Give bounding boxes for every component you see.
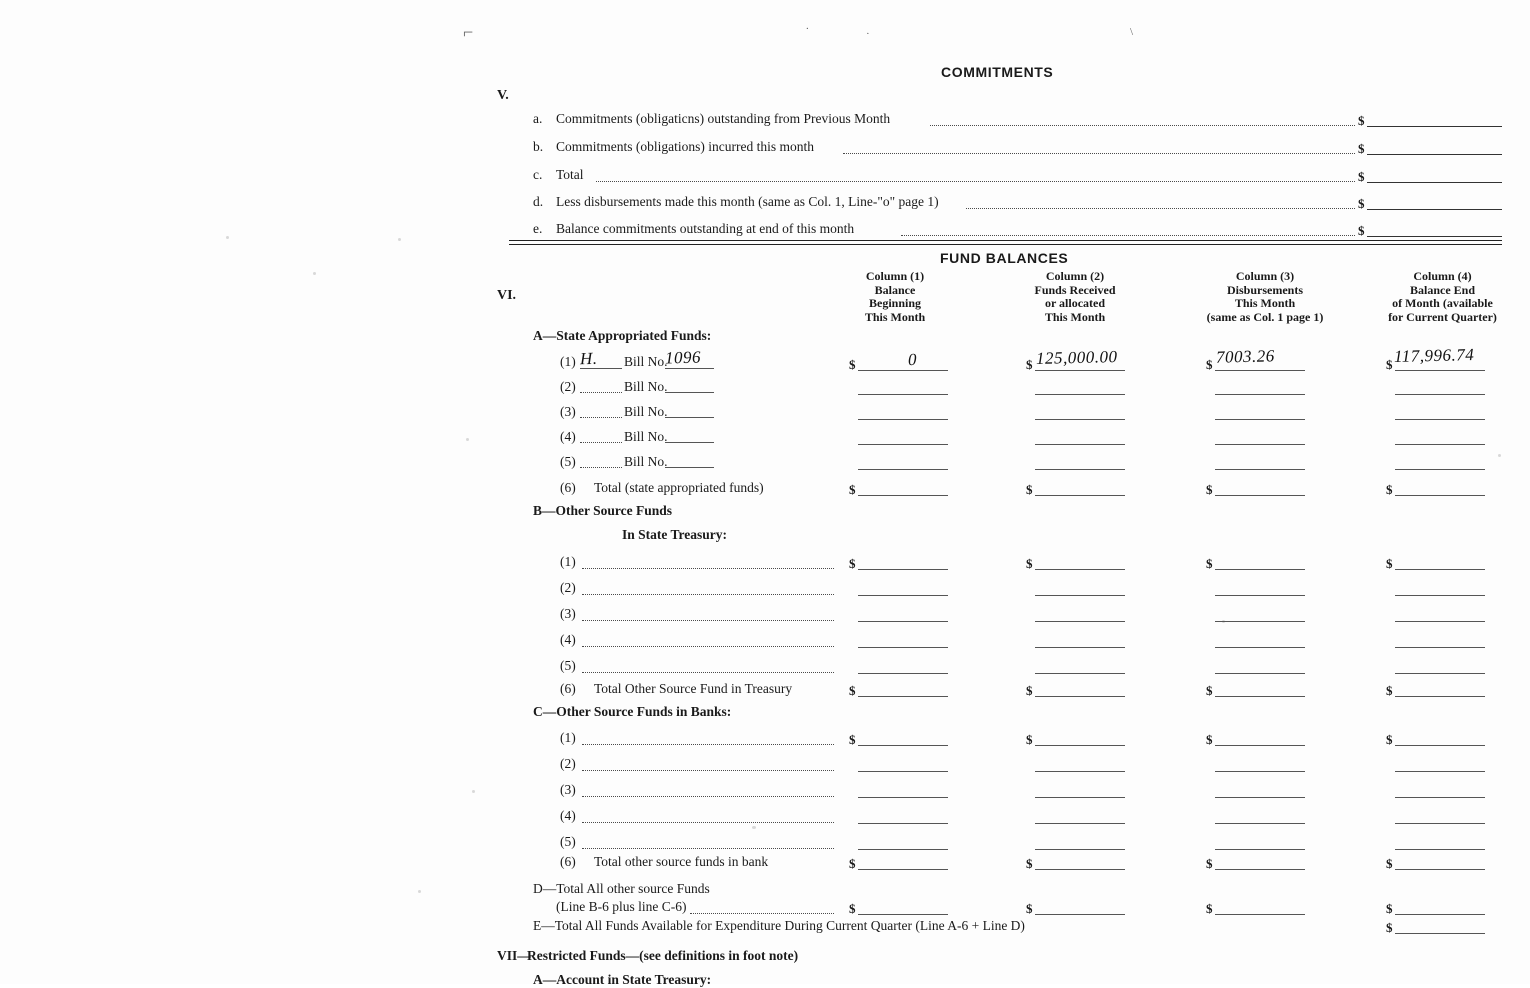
group-a-label: A—State Appropriated Funds: — [533, 328, 712, 343]
column-2-line-2: or allocated — [1044, 296, 1106, 310]
group-b-row-1-col1-line — [858, 569, 948, 570]
column-3-line-1: Disbursements — [1226, 282, 1303, 297]
group-c-row-2-number: (2) — [560, 756, 576, 771]
group-b-row-2-col4-line — [1395, 595, 1485, 596]
section-vi-number: VI. — [497, 288, 517, 303]
group-a-row-1-col2-line — [1035, 370, 1125, 371]
group-c-row-4-col1-line — [858, 823, 948, 824]
column-3-line-2: This Month — [1234, 296, 1296, 310]
group-b-row-1-col4-currency: $ — [1386, 556, 1393, 571]
group-c-row-1-col1-line — [858, 745, 948, 746]
group-a-row-5-col1-line — [858, 469, 948, 470]
group-c-total-col2-currency: $ — [1026, 856, 1033, 871]
group-b-row-1-col1-currency: $ — [849, 556, 856, 571]
group-a-row-5-col3-line — [1215, 469, 1305, 470]
group-b-row-3-col4-line — [1395, 621, 1485, 622]
group-d-col3-currency: $ — [1206, 901, 1213, 916]
item-v-e-value-line — [1367, 236, 1502, 237]
group-a-row-4-col2-line — [1035, 444, 1125, 445]
item-v-a-text: Commitments (obligaticns) outstanding from Previous Month — [556, 111, 891, 126]
group-c-total-text: Total other source funds in bank — [594, 854, 769, 869]
group-b-total-col2-line — [1035, 696, 1125, 697]
column-1-title: Column (1) — [865, 269, 925, 283]
group-c-row-4-col3-line — [1215, 823, 1305, 824]
item-v-d-text: Less disbursements made this month (same as Col. 1, Line-"o" page 1) — [556, 194, 939, 209]
group-c-row-3-col2-line — [1035, 797, 1125, 798]
group-b-row-4-col4-line — [1395, 647, 1485, 648]
item-v-d-key: d. — [533, 194, 544, 209]
group-c-total-col2-line — [1035, 869, 1125, 870]
group-b-row-3-col3-line — [1215, 621, 1305, 622]
group-a-row-4-col1-line — [858, 444, 948, 445]
column-4-header — [1355, 270, 1530, 324]
group-b-total-text: Total Other Source Fund in Treasury — [594, 681, 793, 696]
group-a-row-1-bill-hand: 1096 — [664, 347, 702, 368]
group-b-total-col2-currency: $ — [1026, 683, 1033, 698]
group-a-row-1-number: (1) — [560, 354, 576, 369]
group-b-row-3-col1-line — [858, 621, 948, 622]
scan-speck-9 — [752, 826, 756, 829]
column-1-line-2: Beginning — [868, 296, 922, 310]
group-b-row-1-leader — [582, 568, 834, 569]
column-2-line-3: This Month — [1044, 309, 1106, 324]
scan-artifact-top-left: ⌐ — [463, 22, 474, 42]
group-c-row-5-col3-line — [1215, 849, 1305, 850]
group-d-col2-currency: $ — [1026, 901, 1033, 916]
group-b-row-5-leader — [582, 672, 834, 673]
group-c-row-2-col4-line — [1395, 771, 1485, 772]
group-b-row-5-col2-line — [1035, 673, 1125, 674]
group-a-total-col3-line — [1215, 495, 1305, 496]
group-d-label: D—Total All other source Funds — [533, 881, 710, 896]
scan-speck-1 — [226, 236, 229, 239]
group-a-total-col4-currency: $ — [1386, 482, 1393, 497]
item-v-d-currency: $ — [1358, 196, 1365, 211]
column-2-line-1: Funds Received — [1034, 282, 1116, 297]
group-d-col1-currency: $ — [849, 901, 856, 916]
group-c-total-col1-line — [858, 869, 948, 870]
group-a-row-1-col2-value: 125,000.00 — [1035, 347, 1118, 368]
group-c-row-1-col4-line — [1395, 745, 1485, 746]
group-c-row-5-col4-line — [1395, 849, 1485, 850]
group-b-row-1-col3-line — [1215, 569, 1305, 570]
group-c-row-2-leader — [582, 770, 834, 771]
group-c-row-4-col2-line — [1035, 823, 1125, 824]
group-e-col4-line — [1395, 933, 1485, 934]
group-a-row-2-bill-label: Bill No. — [624, 379, 668, 394]
group-a-row-3-number: (3) — [560, 404, 576, 419]
group-c-row-5-col2-line — [1035, 849, 1125, 850]
group-c-row-3-leader — [582, 796, 834, 797]
column-4-line-3: for Current Quarter) — [1388, 309, 1497, 324]
column-4-line-1: Balance End — [1409, 282, 1475, 297]
group-a-row-3-col3-line — [1215, 419, 1305, 420]
item-v-d-value-line — [1367, 209, 1502, 210]
group-b-row-1-col3-currency: $ — [1206, 556, 1213, 571]
group-a-row-2-col4-line — [1395, 394, 1485, 395]
group-c-row-1-col4-currency: $ — [1386, 732, 1393, 747]
group-b-row-2-col2-line — [1035, 595, 1125, 596]
group-b-total-number: (6) — [560, 681, 576, 696]
group-b-row-1-col4-line — [1395, 569, 1485, 570]
group-b-row-5-number: (5) — [560, 658, 576, 673]
group-b-row-2-leader — [582, 594, 834, 595]
group-b-total-col1-currency: $ — [849, 683, 856, 698]
group-a-total-col4-line — [1395, 495, 1485, 496]
item-v-b-leader — [843, 153, 1355, 154]
item-v-b-value-line — [1367, 154, 1502, 155]
group-a-row-1-col3-line — [1215, 370, 1305, 371]
group-b-row-5-col1-line — [858, 673, 948, 674]
group-e-col4-currency: $ — [1386, 920, 1393, 935]
group-b-total-col3-currency: $ — [1206, 683, 1213, 698]
group-a-row-5-col4-line — [1395, 469, 1485, 470]
group-a-row-4-number: (4) — [560, 429, 576, 444]
group-c-total-number: (6) — [560, 854, 576, 869]
group-c-row-1-leader — [582, 744, 834, 745]
group-a-row-3-bill-line — [665, 417, 714, 418]
item-v-b-currency: $ — [1358, 141, 1365, 156]
group-c-row-1-col2-currency: $ — [1026, 732, 1033, 747]
group-d-col4-line — [1395, 914, 1485, 915]
scan-speck-4 — [466, 438, 469, 441]
item-v-e-leader — [901, 235, 1355, 236]
group-b-row-1-col2-currency: $ — [1026, 556, 1033, 571]
group-a-row-4-col4-line — [1395, 444, 1485, 445]
group-b-row-1-col2-line — [1035, 569, 1125, 570]
item-v-c-value-line — [1367, 182, 1502, 183]
group-b-label: B—Other Source Funds — [533, 503, 673, 518]
group-c-total-col1-currency: $ — [849, 856, 856, 871]
column-3-header — [1170, 270, 1360, 324]
group-b-total-col4-line — [1395, 696, 1485, 697]
group-a-row-2-col2-line — [1035, 394, 1125, 395]
commitments-heading: COMMITMENTS — [941, 64, 1054, 80]
group-c-row-2-col2-line — [1035, 771, 1125, 772]
group-a-row-1-col1-line — [858, 370, 948, 371]
scan-artifact-c: \ — [1130, 26, 1134, 38]
group-a-row-1-col1-currency: $ — [849, 357, 856, 372]
group-b-row-2-col3-line — [1215, 595, 1305, 596]
group-b-row-5-col4-line — [1395, 673, 1485, 674]
group-a-row-1-prefix-hand: H. — [579, 348, 598, 369]
group-c-row-1-number: (1) — [560, 730, 576, 745]
group-c-label: C—Other Source Funds in Banks: — [533, 704, 732, 719]
group-b-row-4-number: (4) — [560, 632, 576, 647]
group-b-row-3-leader — [582, 620, 834, 621]
item-v-e-currency: $ — [1358, 223, 1365, 238]
group-b-row-3-col2-line — [1035, 621, 1125, 622]
group-a-row-1-col1-value: 0 — [907, 349, 918, 370]
group-a-row-3-col2-line — [1035, 419, 1125, 420]
column-2-header — [990, 270, 1160, 324]
group-a-row-1-col4-value: 117,996.74 — [1393, 345, 1475, 366]
group-c-row-5-number: (5) — [560, 834, 576, 849]
column-3-line-3: (same as Col. 1 page 1) — [1206, 309, 1324, 324]
scan-speck-7 — [1498, 454, 1501, 457]
group-c-row-4-col4-line — [1395, 823, 1485, 824]
item-v-b-key: b. — [533, 139, 544, 154]
item-v-d-leader — [966, 208, 1355, 209]
group-a-row-3-prefix-leader — [580, 417, 622, 418]
group-b-total-col1-line — [858, 696, 948, 697]
group-e-label: E—Total All Funds Available for Expenditure During Current Quarter (Line A-6 + Line D) — [533, 918, 1025, 933]
group-b-row-1-number: (1) — [560, 554, 576, 569]
group-c-row-3-col4-line — [1395, 797, 1485, 798]
group-a-row-2-number: (2) — [560, 379, 576, 394]
group-b-total-col3-line — [1215, 696, 1305, 697]
group-b-row-5-col3-line — [1215, 673, 1305, 674]
group-a-row-2-col3-line — [1215, 394, 1305, 395]
item-v-c-key: c. — [533, 167, 543, 182]
section-vii-number: VII— — [497, 948, 531, 963]
group-c-total-col3-currency: $ — [1206, 856, 1213, 871]
group-c-row-3-col1-line — [858, 797, 948, 798]
group-a-row-3-bill-label: Bill No. — [624, 404, 668, 419]
group-d-col1-line — [858, 914, 948, 915]
group-c-row-1-col2-line — [1035, 745, 1125, 746]
group-d-col4-currency: $ — [1386, 901, 1393, 916]
group-a-row-1-bill-label: Bill No. — [624, 354, 668, 369]
scan-speck-2 — [398, 238, 401, 241]
group-a-row-4-col3-line — [1215, 444, 1305, 445]
column-4-line-2: of Month (available — [1392, 296, 1493, 310]
group-b-row-4-col1-line — [858, 647, 948, 648]
group-a-row-1-col3-value: 7003.26 — [1215, 346, 1275, 367]
group-a-row-3-col1-line — [858, 419, 948, 420]
group-d-col3-line — [1215, 914, 1305, 915]
group-a-row-2-col1-line — [858, 394, 948, 395]
column-1-header — [810, 270, 980, 324]
section-divider — [509, 240, 1502, 245]
item-v-c-leader — [596, 181, 1355, 182]
column-3-title: Column (3) — [1235, 269, 1295, 283]
group-a-row-1-col3-currency: $ — [1206, 357, 1213, 372]
group-a-total-col3-currency: $ — [1206, 482, 1213, 497]
group-d-leader — [690, 913, 834, 914]
group-c-row-1-col3-line — [1215, 745, 1305, 746]
scan-speck-5 — [472, 790, 475, 793]
group-c-total-col4-line — [1395, 869, 1485, 870]
group-c-row-3-number: (3) — [560, 782, 576, 797]
group-c-row-2-col3-line — [1215, 771, 1305, 772]
item-v-e-text: Balance commitments outstanding at end of this month — [556, 221, 855, 236]
group-a-row-1-col4-line — [1395, 370, 1485, 371]
item-v-c-currency: $ — [1358, 169, 1365, 184]
group-a-row-5-prefix-leader — [580, 467, 622, 468]
group-c-row-5-col1-line — [858, 849, 948, 850]
scan-artifact-a: . — [806, 20, 809, 32]
item-v-a-currency: $ — [1358, 113, 1365, 128]
section-vii-group-a-label: A—Account in State Treasury: — [533, 972, 712, 987]
group-b-row-4-col3-line — [1215, 647, 1305, 648]
fund-balances-heading: FUND BALANCES — [940, 250, 1069, 266]
group-b-row-2-number: (2) — [560, 580, 576, 595]
section-vii-title: Restricted Funds—(see definitions in foot note) — [527, 948, 799, 963]
item-v-c-text: Total — [556, 167, 584, 182]
column-2-title: Column (2) — [1045, 269, 1105, 283]
item-v-b-text: Commitments (obligations) incurred this month — [556, 139, 814, 154]
item-v-a-value-line — [1367, 126, 1502, 127]
scan-speck-6 — [418, 890, 421, 893]
group-a-row-3-col4-line — [1395, 419, 1485, 420]
group-b-row-2-col1-line — [858, 595, 948, 596]
item-v-e-key: e. — [533, 221, 543, 236]
group-a-row-4-bill-label: Bill No. — [624, 429, 668, 444]
group-a-row-1-col2-currency: $ — [1026, 357, 1033, 372]
column-4-title: Column (4) — [1413, 269, 1472, 283]
group-c-row-3-col3-line — [1215, 797, 1305, 798]
group-c-row-4-number: (4) — [560, 808, 576, 823]
group-a-total-col2-line — [1035, 495, 1125, 496]
group-a-row-5-col2-line — [1035, 469, 1125, 470]
scan-speck-3 — [313, 272, 316, 275]
group-a-row-4-prefix-leader — [580, 442, 622, 443]
group-a-row-2-bill-line — [665, 392, 714, 393]
group-a-row-5-bill-label: Bill No. — [624, 454, 668, 469]
group-a-row-1-col4-currency: $ — [1386, 357, 1393, 372]
section-v-number: V. — [497, 88, 509, 103]
column-1-line-3: This Month — [864, 309, 926, 324]
group-c-total-col4-currency: $ — [1386, 856, 1393, 871]
group-a-total-col1-line — [858, 495, 948, 496]
item-v-a-key: a. — [533, 111, 543, 126]
group-a-row-2-prefix-leader — [580, 392, 622, 393]
group-a-total-text: Total (state appropriated funds) — [594, 480, 764, 495]
group-c-row-1-col1-currency: $ — [849, 732, 856, 747]
group-c-row-2-col1-line — [858, 771, 948, 772]
group-b-sublabel: In State Treasury: — [622, 527, 728, 542]
scan-artifact-b: · — [866, 28, 870, 40]
group-a-row-4-bill-line — [665, 442, 714, 443]
group-b-row-4-col2-line — [1035, 647, 1125, 648]
column-1-line-1: Balance — [874, 282, 916, 297]
group-c-total-col3-line — [1215, 869, 1305, 870]
group-c-row-5-leader — [582, 848, 834, 849]
group-a-total-col2-currency: $ — [1026, 482, 1033, 497]
group-b-row-4-leader — [582, 646, 834, 647]
group-a-row-5-number: (5) — [560, 454, 576, 469]
group-c-row-1-col3-currency: $ — [1206, 732, 1213, 747]
group-c-row-4-leader — [582, 822, 834, 823]
group-b-row-3-number: (3) — [560, 606, 576, 621]
group-a-total-col1-currency: $ — [849, 482, 856, 497]
group-b-total-col4-currency: $ — [1386, 683, 1393, 698]
group-d-col2-line — [1035, 914, 1125, 915]
group-d-sublabel: (Line B-6 plus line C-6) — [556, 899, 687, 914]
item-v-a-leader — [930, 125, 1355, 126]
group-a-row-5-bill-line — [665, 467, 714, 468]
group-a-total-number: (6) — [560, 480, 576, 495]
